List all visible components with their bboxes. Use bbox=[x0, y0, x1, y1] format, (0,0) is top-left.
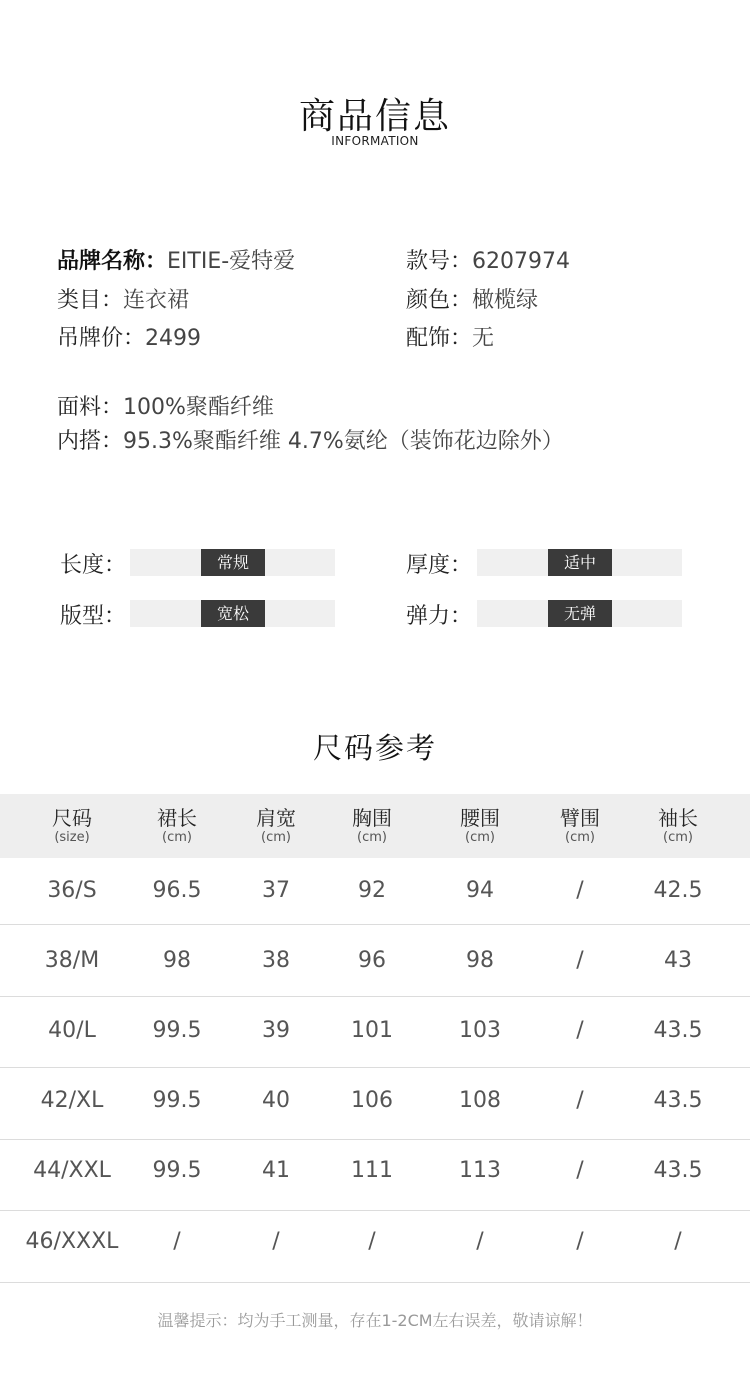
brand-label: 品牌名称： bbox=[57, 249, 168, 274]
table-cell-bust: 101 bbox=[351, 1018, 393, 1043]
thickness-label: 厚度： bbox=[406, 553, 473, 578]
style-value: 6207974 bbox=[472, 249, 570, 274]
table-cell-size: 38/M bbox=[44, 948, 100, 973]
page-subtitle: INFORMATION bbox=[331, 134, 419, 148]
header-dress-length bbox=[127, 806, 227, 846]
table-cell-waist: 94 bbox=[466, 878, 494, 903]
table-cell-shoulder: 39 bbox=[262, 1018, 290, 1043]
table-cell-dress-length: / bbox=[173, 1229, 181, 1254]
table-cell-size: 40/L bbox=[48, 1018, 96, 1043]
table-cell-sleeve: / bbox=[674, 1229, 682, 1254]
footer-note: 温馨提示：均为手工测量，存在1-2CM左右误差，敬请谅解！ bbox=[157, 1311, 593, 1330]
table-cell-shoulder: 40 bbox=[262, 1088, 290, 1113]
header-dress-length-unit: (cm) bbox=[162, 830, 192, 845]
elasticity-value-chip: 无弹 bbox=[548, 600, 612, 627]
header-shoulder bbox=[226, 806, 326, 846]
category-info bbox=[57, 283, 189, 314]
table-cell-bust: 111 bbox=[351, 1158, 393, 1183]
header-size-unit: (size) bbox=[54, 830, 90, 845]
table-cell-waist: 103 bbox=[459, 1018, 501, 1043]
table-cell-size: 46/XXXL bbox=[25, 1229, 119, 1254]
table-cell-dress-length: 98 bbox=[163, 948, 191, 973]
header-size bbox=[22, 806, 122, 846]
header-waist-unit: (cm) bbox=[465, 830, 495, 845]
header-waist bbox=[430, 806, 530, 846]
table-cell-bust: / bbox=[368, 1229, 376, 1254]
lining-label: 内搭： bbox=[57, 429, 124, 454]
style-label: 款号： bbox=[406, 249, 473, 274]
row-divider bbox=[0, 996, 750, 997]
table-cell-sleeve: 43.5 bbox=[653, 1158, 703, 1183]
table-cell-sleeve: 43.5 bbox=[653, 1018, 703, 1043]
brand-value: EITIE-爱特爱 bbox=[167, 249, 296, 274]
fabric-label: 面料： bbox=[57, 395, 124, 420]
price-label: 吊牌价： bbox=[57, 326, 146, 351]
accessory-info bbox=[406, 321, 494, 352]
table-cell-sleeve: 42.5 bbox=[653, 878, 703, 903]
fabric-value: 100%聚酯纤维 bbox=[123, 395, 274, 420]
table-cell-bust: 106 bbox=[351, 1088, 393, 1113]
table-cell-size: 44/XXL bbox=[33, 1158, 111, 1183]
table-cell-arm: / bbox=[576, 1018, 584, 1043]
elasticity-label: 弹力： bbox=[406, 604, 473, 629]
header-sleeve bbox=[628, 806, 728, 846]
color-label: 颜色： bbox=[406, 288, 473, 313]
page-title: 商品信息 bbox=[298, 96, 451, 137]
header-shoulder-unit: (cm) bbox=[261, 830, 291, 845]
header-arm-label: 臂围 bbox=[560, 806, 600, 830]
row-divider bbox=[0, 1139, 750, 1140]
header-bust-unit: (cm) bbox=[357, 830, 387, 845]
header-arm bbox=[530, 806, 630, 846]
table-cell-shoulder: 37 bbox=[262, 878, 290, 903]
fabric-info bbox=[57, 390, 274, 421]
table-cell-waist: / bbox=[476, 1229, 484, 1254]
table-cell-bust: 96 bbox=[358, 948, 386, 973]
table-cell-dress-length: 99.5 bbox=[152, 1158, 202, 1183]
table-cell-sleeve: 43.5 bbox=[653, 1088, 703, 1113]
table-cell-size: 36/S bbox=[47, 878, 97, 903]
lining-value: 95.3%聚酯纤维 4.7%氨纶（装饰花边除外） bbox=[123, 429, 564, 454]
header-sleeve-unit: (cm) bbox=[663, 830, 693, 845]
table-cell-shoulder: 41 bbox=[262, 1158, 290, 1183]
header-bust-label: 胸围 bbox=[352, 806, 392, 830]
table-cell-waist: 108 bbox=[459, 1088, 501, 1113]
fit-label: 版型： bbox=[60, 604, 127, 629]
table-cell-waist: 98 bbox=[466, 948, 494, 973]
table-cell-dress-length: 96.5 bbox=[152, 878, 202, 903]
price-value: 2499 bbox=[145, 326, 202, 351]
header-dress-length-label: 裙长 bbox=[157, 806, 197, 830]
accessory-label: 配饰： bbox=[406, 326, 473, 351]
table-cell-arm: / bbox=[576, 1158, 584, 1183]
table-cell-sleeve: 43 bbox=[664, 948, 692, 973]
header-arm-unit: (cm) bbox=[565, 830, 595, 845]
table-cell-arm: / bbox=[576, 948, 584, 973]
size-chart-title: 尺码参考 bbox=[312, 731, 437, 765]
row-divider bbox=[0, 1210, 750, 1211]
color-value: 橄榄绿 bbox=[472, 288, 539, 313]
color-info bbox=[406, 283, 538, 314]
table-cell-arm: / bbox=[576, 1229, 584, 1254]
lining-info bbox=[57, 424, 564, 455]
row-divider bbox=[0, 1067, 750, 1068]
price-info bbox=[57, 321, 201, 352]
length-label: 长度： bbox=[60, 553, 127, 578]
table-cell-dress-length: 99.5 bbox=[152, 1088, 202, 1113]
category-label: 类目： bbox=[57, 288, 124, 313]
row-divider bbox=[0, 924, 750, 925]
table-cell-waist: 113 bbox=[459, 1158, 501, 1183]
table-cell-dress-length: 99.5 bbox=[152, 1018, 202, 1043]
header-size-label: 尺码 bbox=[52, 806, 92, 830]
header-shoulder-label: 肩宽 bbox=[256, 806, 296, 830]
brand-info bbox=[57, 244, 295, 275]
header-sleeve-label: 袖长 bbox=[658, 806, 698, 830]
table-cell-size: 42/XL bbox=[40, 1088, 104, 1113]
accessory-value: 无 bbox=[472, 326, 495, 351]
table-cell-arm: / bbox=[576, 1088, 584, 1113]
row-divider bbox=[0, 1282, 750, 1283]
table-cell-bust: 92 bbox=[358, 878, 386, 903]
header-bust bbox=[322, 806, 422, 846]
fit-value-chip: 宽松 bbox=[201, 600, 265, 627]
length-value-chip: 常规 bbox=[201, 549, 265, 576]
category-value: 连衣裙 bbox=[123, 288, 190, 313]
table-cell-shoulder: 38 bbox=[262, 948, 290, 973]
thickness-value-chip: 适中 bbox=[548, 549, 612, 576]
header-waist-label: 腰围 bbox=[460, 806, 500, 830]
style-info bbox=[406, 244, 570, 275]
table-cell-arm: / bbox=[576, 878, 584, 903]
table-cell-shoulder: / bbox=[272, 1229, 280, 1254]
